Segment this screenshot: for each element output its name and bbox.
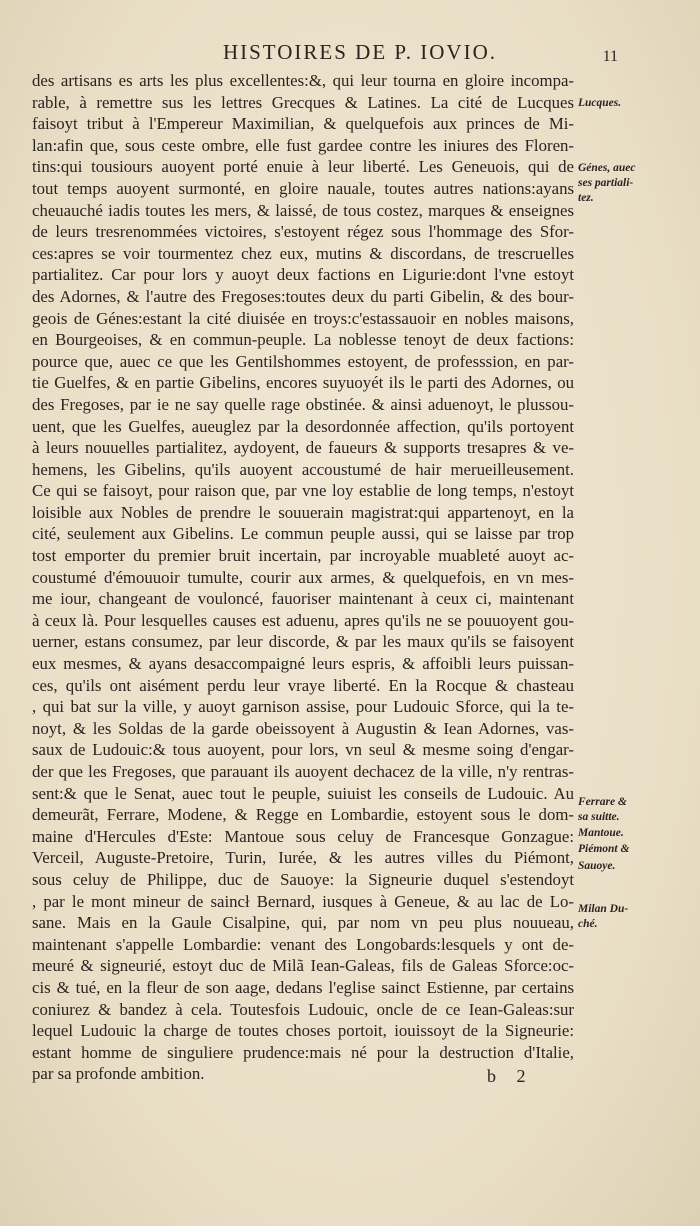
margin-note-mantoue: Mantoue. <box>578 827 624 839</box>
text-line: me iour, changeant de vouloncé, fauoriser maintenant à ceux ci, maintenant <box>32 589 574 609</box>
text-line: maintenant s'appelle Lombardie: venant des Longobards:lesquels y ont de- <box>32 934 574 954</box>
text-line: lan:afin que, sous ceste ombre, elle fust gardee contre les iniures des Floren- <box>32 135 574 155</box>
margin-note-lucques: Lucques. <box>578 97 622 109</box>
text-line: tins:qui tousiours auoyent porté enuie à leur liberté. Les Geneuois, qui de <box>32 157 574 177</box>
text-line: demeurãt, Ferrare, Modene, & Regge en Lombardie, estoyent sous le dom- <box>32 805 574 825</box>
text-line: loisible aux Nobles de prendre le souuerain magistrat:qui appartenoyt, en la <box>32 502 574 522</box>
text-line: uerner, estans consumez, par leur discorde, & par les maux qu'ils se faisoyent <box>32 632 574 652</box>
text-line: en Bourgeoises, & en commun-peuple. La noblesse tenoyt de deux factions: <box>32 330 574 350</box>
text-line: maine d'Hercules d'Este: Mantoue sous celuy de Francesque Gonzague: <box>32 826 574 846</box>
text-line: sane. Mais en la Gaule Cisalpine, qui, par nom vn peu plus nouueau, <box>32 913 574 933</box>
margin-note-ferrare-2: sa suitte. <box>578 811 620 823</box>
text-line: estant homme de singuliere prudence:mais né pour la destruction d'Italie, <box>32 1042 574 1062</box>
text-line: ces:apres se voir tourmentez chez eux, mutins & discordans, de trescruelles <box>32 243 574 263</box>
margin-note-ferrare-1: Ferrare & <box>578 796 627 808</box>
margin-note-milan-2: ché. <box>578 918 598 930</box>
text-line: eux mesmes, & ayans desaccompaigné leurs espris, & affoibli leurs puissan- <box>32 654 574 674</box>
text-line: cis & tué, en la fleur de son aage, dedans l'eglise sainct Estienne, par certains <box>32 977 574 997</box>
text-line: coniurez & bandez à cela. Toutesfois Ludouic, oncle de ce Iean-Galeas:sur <box>32 999 574 1019</box>
text-line: lequel Ludouic la charge de toutes choses portoit, iouissoyt de la Signeurie: <box>32 1021 574 1041</box>
text-line: coustumé d'émouuoir tumulte, courir aux armes, & quelquefois, en vn mes- <box>32 567 574 587</box>
text-line: sous celuy de Philippe, duc de Sauoye: la Signeurie duquel s'estendoyt <box>32 869 574 889</box>
margin-note-piemont: Piémont & <box>578 843 630 855</box>
text-line: pource que, auec ce que les Gentilshommes estoyent, de professsion, en par- <box>32 351 574 371</box>
text-line: Verceil, Auguste-Pretoire, Turin, Iurée, & les autres villes du Piémont, <box>32 848 574 868</box>
margin-note-genes-1: Génes, auec <box>578 162 636 174</box>
page-number: 11 <box>602 48 618 65</box>
text-line: , par le mont mineur de saincł Bernard, iusques à Geneue, & au lac de Lo- <box>32 891 574 911</box>
text-line: geois de Génes:estant la cité diuisée en troys:c'estassauoir en nobles maisons, <box>32 308 574 328</box>
running-header: HISTOIRES DE P. IOVIO. <box>222 40 498 64</box>
text-line: partialitez. Car pour lors y auoyt deux factions en Ligurie:dont l'vne estoyt <box>32 265 574 285</box>
text-line: ces, qu'ils ont aisément perdu leur vraye liberté. En la Rocque & chasteau <box>32 675 574 695</box>
text-line: Ce qui se faisoyt, pour raison que, par vne loy establie de long temps, n'estoyt <box>32 481 574 501</box>
text-line: faisoyt tribut à l'Empereur Maximilian, & quelquefois aux princes de Mi- <box>32 114 574 134</box>
text-line: , qui bat sur la ville, y auoyt garnison assise, pour Ludouic Sforce, qui la te- <box>32 697 574 717</box>
text-line: des artisans es arts les plus excellentes:&, qui leur tourna en gloire incompa- <box>32 71 574 90</box>
margin-note-sauoye: Sauoye. <box>578 860 616 872</box>
text-line: rable, à remettre sus les lettres Grecques & Latines. La cité de Lucques <box>32 92 574 112</box>
text-line: des Adornes, & l'autre des Fregoses:toutes deux du parti Gibelin, & des bour- <box>32 286 574 306</box>
text-line: par sa profonde ambition. <box>32 1064 205 1084</box>
text-line: meuré & signeurié, estoyt duc de Milã Iean-Galeas, fils de Galeas Sforce:oc- <box>32 956 574 976</box>
text-line: de leurs tresrenommées victoires, s'estoyent régez sous l'hommage des Sfor- <box>32 222 574 242</box>
text-line: tost emporter du premier bruit incertain, par incroyable muableté auoyt ac- <box>32 546 574 566</box>
body-text <box>32 70 574 1085</box>
text-line: hemens, les Gibelins, qu'ils auoyent accoustumé de hair merueilleusement. <box>32 459 574 479</box>
text-line: des Fregoses, par ie ne say quelle rage obstinée. & ainsi aduenoyt, le plussou- <box>32 394 574 414</box>
text-line: cheuauché iadis toutes les mers, & laissé, de tous costez, marques & enseignes <box>32 200 574 220</box>
margin-note-genes-3: tez. <box>578 192 594 204</box>
text-line: cité, seulement aux Gibelins. Le commun peuple aussi, qui se laisse par trop <box>32 524 574 544</box>
margin-note-milan-1: Milan Du- <box>578 903 629 915</box>
signature-mark: b 2 <box>487 1066 534 1086</box>
text-line: saux de Ludouic:& tous auoyent, pour lors, vn seul & mesme soing d'engar- <box>32 740 574 760</box>
text-line: à leurs nouuelles partialitez, aydoyent, de faueurs & supports tresapres & ve- <box>32 438 574 458</box>
text-line: tie Guelfes, & en partie Gibelins, encores suyuoyét ils le parti des Adornes, ou <box>32 373 574 393</box>
text-line: sent:& que le Senat, auec tout le peuple, suiuist les conseils de Ludouic. Au <box>32 783 574 803</box>
text-line: tout temps auoyent surmonté, en gloire nauale, toutes autres nations:ayans <box>32 178 574 198</box>
text-line: der que les Fregoses, que parauant ils auoyent dechacez de la ville, n'y rentras- <box>32 762 574 781</box>
text-line: à ceux là. Pour lesquelles causes est aduenu, apres qu'ils ne se pouuoyent gou- <box>32 610 574 630</box>
margin-note-genes-2: ses partiali- <box>578 177 634 189</box>
text-line: uent, que les Guelfes, aueuglez par la desordonnée affection, qu'ils portoyent <box>32 416 574 436</box>
text-line: noyt, & les Soldas de la garde obeissoyent à Augustin & Iean Adornes, vas- <box>32 718 574 738</box>
